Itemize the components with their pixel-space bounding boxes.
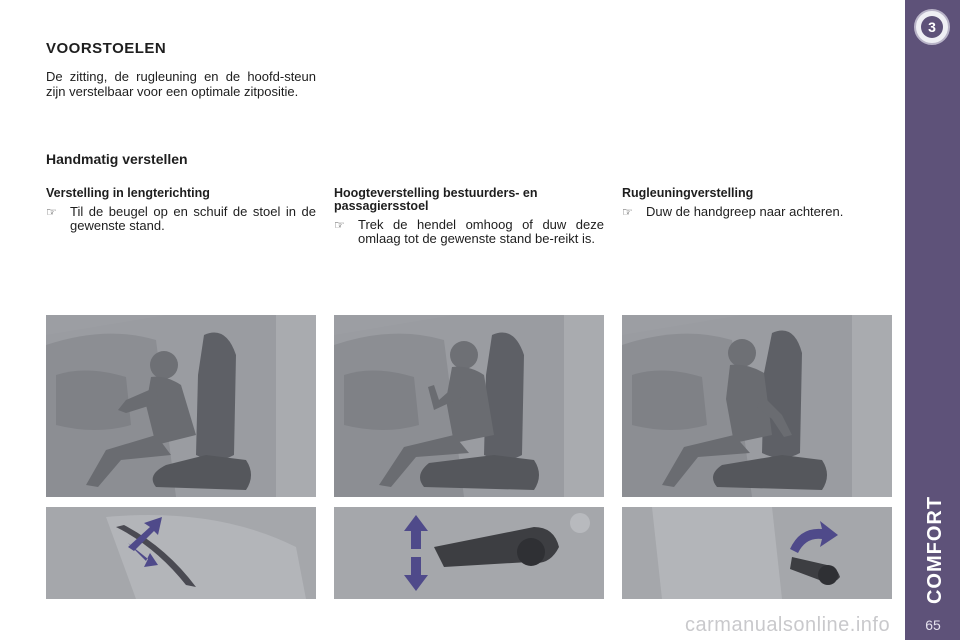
chapter-number: 3 — [921, 16, 943, 38]
detail-length-bar — [46, 507, 316, 599]
intro-text: De zitting, de rugleuning en de hoofd-steun zijn verstelbaar voor een optimale zitpositie. — [46, 69, 316, 99]
detail-backrest-handle — [622, 507, 892, 599]
column-length-adjust — [46, 187, 316, 233]
section-title: VOORSTOELEN — [46, 40, 167, 57]
instruction-item — [46, 205, 316, 233]
column-title: Verstelling in lengterichting — [46, 186, 210, 200]
instruction-item — [622, 205, 892, 219]
instruction-text: Til de beugel op en schuif de stoel in de gewenste stand. — [70, 204, 316, 233]
chapter-badge — [914, 9, 950, 45]
instruction-text: Duw de handgreep naar achteren. — [646, 204, 844, 219]
seat-illustration-length — [46, 315, 316, 497]
instruction-text: Trek de hendel omhoog of duw deze omlaag tot de gewenste stand be-reikt is. — [358, 217, 604, 246]
watermark: carmanualsonline.info — [685, 614, 891, 636]
column-title: Hoogteverstelling bestuurders- en passagiersstoel — [334, 186, 538, 213]
seat-illustration-height — [334, 315, 604, 497]
detail-height-lever — [334, 507, 604, 599]
page-number: 65 — [925, 617, 941, 633]
column-title: Rugleuningverstelling — [622, 186, 754, 200]
seat-illustration-backrest — [622, 315, 892, 497]
finger-pointer-icon: ☞ — [622, 205, 633, 219]
section-label: COMFORT — [924, 495, 946, 605]
column-height-adjust — [334, 187, 604, 246]
instruction-item — [334, 218, 604, 246]
finger-pointer-icon: ☞ — [334, 218, 345, 232]
finger-pointer-icon: ☞ — [46, 205, 57, 219]
column-backrest-adjust — [622, 187, 892, 219]
subsection-title: Handmatig verstellen — [46, 151, 188, 167]
